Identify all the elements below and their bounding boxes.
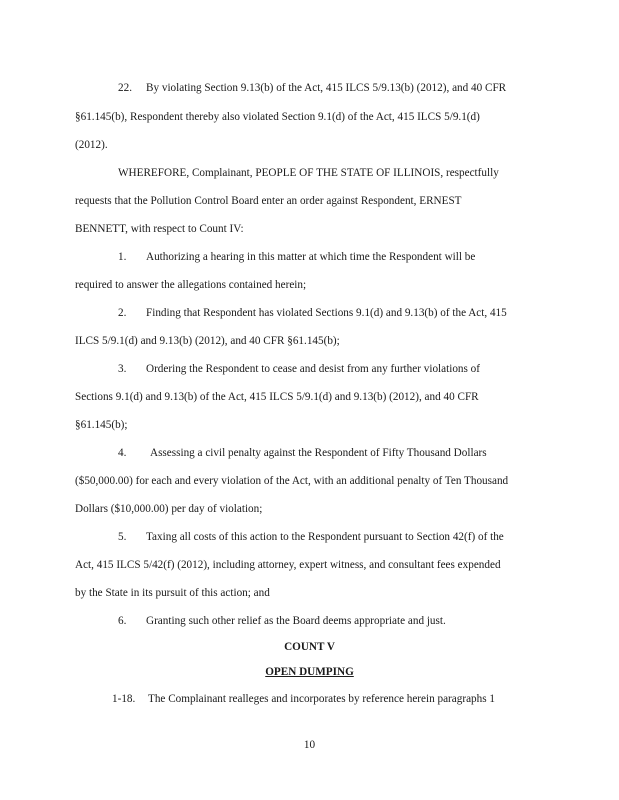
count-subheading: OPEN DUMPING — [265, 666, 354, 678]
item-2-line-2: ILCS 5/9.1(d) and 9.13(b) (2012), and 40 CFR §61.145(b); — [75, 335, 340, 347]
item-4-number: 4. — [118, 447, 127, 459]
item-4-line-1: Assessing a civil penalty against the Respondent of Fifty Thousand Dollars — [150, 447, 487, 459]
item-5-line-2: Act, 415 ILCS 5/42(f) (2012), including attorney, expert witness, and consultant fees expended — [75, 559, 501, 571]
count-heading: COUNT V — [284, 641, 335, 653]
item-5-line-1: Taxing all costs of this action to the Respondent pursuant to Section 42(f) of the — [146, 531, 504, 543]
item-5-line-3: by the State in its pursuit of this action; and — [75, 587, 270, 599]
item-3-line-3: §61.145(b); — [75, 419, 128, 431]
item-2-number: 2. — [118, 307, 127, 319]
item-1-line-2: required to answer the allegations contained herein; — [75, 279, 307, 291]
wherefore-line-3: BENNETT, with respect to Count IV: — [75, 223, 244, 235]
paragraph-1-18-number: 1-18. — [112, 693, 136, 705]
wherefore-line-2: requests that the Pollution Control Board enter an order against Respondent, ERNEST — [75, 195, 462, 207]
item-3-number: 3. — [118, 363, 127, 375]
paragraph-1-18-line-1: The Complainant realleges and incorporates by reference herein paragraphs 1 — [148, 693, 495, 705]
item-4-line-2: ($50,000.00) for each and every violation of the Act, with an additional penalty of Ten Thousand — [75, 475, 509, 487]
wherefore-line-1: WHEREFORE, Complainant, PEOPLE OF THE STATE OF ILLINOIS, respectfully — [118, 167, 499, 179]
paragraph-22-number: 22. — [118, 82, 132, 94]
page-number: 10 — [303, 739, 316, 751]
paragraph-22-line-3: (2012). — [75, 139, 108, 151]
item-1-number: 1. — [118, 251, 127, 263]
item-3-line-2: Sections 9.1(d) and 9.13(b) of the Act, 415 ILCS 5/9.1(d) and 9.13(b) (2012), and 40 CFR — [75, 391, 479, 403]
count-subheading-wrapper — [0, 665, 619, 679]
paragraph-22-line-1: By violating Section 9.13(b) of the Act, 415 ILCS 5/9.13(b) (2012), and 40 CFR — [146, 82, 507, 94]
item-3-line-1: Ordering the Respondent to cease and desist from any further violations of — [146, 363, 480, 375]
item-1-line-1: Authorizing a hearing in this matter at which time the Respondent will be — [146, 251, 476, 263]
item-6-number: 6. — [118, 615, 127, 627]
item-5-number: 5. — [118, 531, 127, 543]
item-6-line-1: Granting such other relief as the Board deems appropriate and just. — [146, 615, 446, 627]
paragraph-22-line-2: §61.145(b), Respondent thereby also violated Section 9.1(d) of the Act, 415 ILCS 5/9.1(d) — [75, 111, 480, 123]
item-2-line-1: Finding that Respondent has violated Sections 9.1(d) and 9.13(b) of the Act, 415 — [146, 307, 507, 319]
item-4-line-3: Dollars ($10,000.00) per day of violation; — [75, 503, 263, 515]
